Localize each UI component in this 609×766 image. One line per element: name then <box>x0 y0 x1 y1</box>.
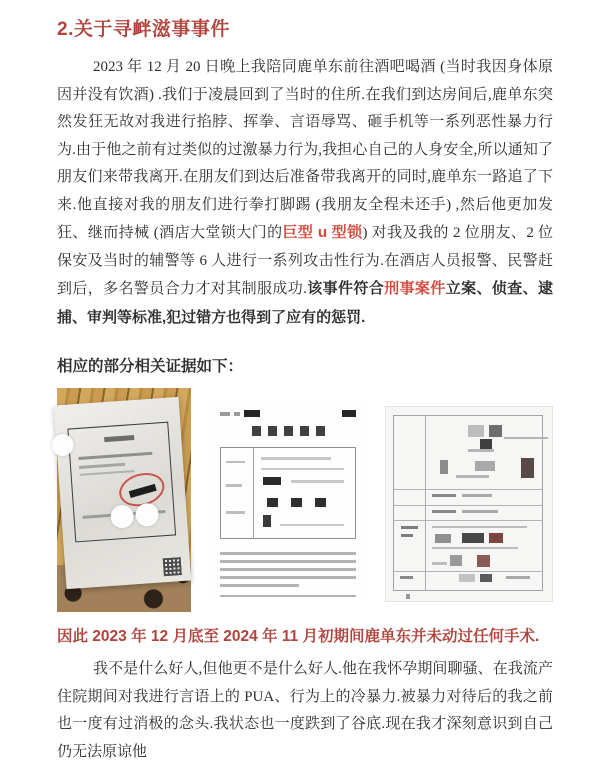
table-text-blur <box>261 457 331 460</box>
scan-header-text-blur <box>220 412 230 416</box>
receipt-paper <box>53 397 190 589</box>
evidence-image-receipt-photo[interactable] <box>57 388 191 612</box>
table-text-blur <box>261 468 344 471</box>
table-row-divider <box>394 571 542 572</box>
redaction-circle <box>134 503 159 528</box>
page-number-blur <box>406 594 410 599</box>
conclusion-red-statement: 因此 2023 年 12 月底至 2024 年 11 月初期间鹿单东并未动过任何手术. <box>57 628 540 645</box>
evidence-image-case-table-scan[interactable] <box>385 406 553 602</box>
redaction-block <box>489 533 503 543</box>
case-table <box>393 415 543 591</box>
table-column-divider <box>253 448 254 538</box>
redaction-block <box>342 410 356 417</box>
redaction-block <box>440 460 448 474</box>
redaction-block <box>475 461 495 471</box>
redaction-block <box>244 410 260 417</box>
evidence-heading: 相应的部分相关证据如下： <box>57 358 244 375</box>
table-text-blur <box>504 437 548 440</box>
receipt-text-line <box>79 463 125 469</box>
qr-code <box>162 558 181 577</box>
table-row-divider <box>394 505 542 506</box>
redaction-block <box>263 515 271 527</box>
table-column-divider <box>425 416 426 590</box>
redaction-block <box>521 458 534 478</box>
table-label-blur <box>226 511 245 514</box>
redaction-block <box>263 477 281 485</box>
table-label-blur <box>432 494 456 497</box>
incident-text-bold-tail: 立案、侦查、逮捕、审判等标准,犯过错方也得到了应有的惩罚. <box>57 280 553 326</box>
redaction-block <box>480 439 492 450</box>
table-text-blur <box>432 547 518 550</box>
scan-document-title-blur <box>220 426 356 436</box>
table-text-blur <box>468 449 494 452</box>
redaction-block <box>480 574 492 582</box>
table-text-blur <box>462 510 498 513</box>
table-label-blur <box>400 576 413 579</box>
redaction-block <box>291 498 302 507</box>
redaction-block <box>315 498 326 507</box>
table-label-blur <box>401 534 413 537</box>
evidence-image-court-judgment-scan[interactable] <box>208 400 368 598</box>
scan-header-row <box>220 410 356 417</box>
table-text-blur <box>456 475 489 478</box>
redaction-block <box>468 425 484 437</box>
table-text-blur <box>462 494 492 497</box>
redaction-block <box>435 534 451 543</box>
incident-text-ulock-highlight: 巨型 u 型锁 <box>282 224 363 241</box>
incident-text-intro: 2023 年 12 月 20 日晚上我陪同鹿单东前往酒吧喝酒 (当时我因身体原因并没有饮酒) .我们于凌晨回到了当时的住所.在我们到达房间后,鹿单东突然发狂无故对我进行掐脖、挥拳、言语辱骂、砸手机等一系列恶性暴力行为.由于他之前有过类似的过激暴力行为,我担心自己的人身安全,所以通知了朋友们来带我离开.在朋友们到达后准备带我离开的同时,鹿单东一路追了下来.他直接对我的朋友们进行拳打脚踢 (我朋友全程未还手) ,然后他更加发狂、继而持械 (酒店大堂锁大门的 <box>57 59 553 241</box>
incident-text-after-lock: ) 对我及我的 2 位朋友、2 位保安及当时的辅警等 6 人进行一系列攻击性行为.在酒店人员报警、民警赶到后，多名警员合力才对其制服成功. <box>57 225 554 297</box>
scan-header-text-blur <box>234 412 240 416</box>
redaction-block <box>477 555 490 567</box>
table-label-blur <box>226 461 245 464</box>
table-label-blur <box>226 484 242 487</box>
redaction-block <box>450 555 462 566</box>
receipt-border-box <box>68 422 177 543</box>
table-text-blur <box>506 576 530 579</box>
table-row-divider <box>394 520 542 521</box>
redaction-block <box>459 574 475 582</box>
table-text-blur <box>432 526 527 529</box>
receipt-text-line <box>80 470 134 476</box>
scan-paragraph-blur <box>220 552 356 597</box>
redaction-block <box>462 533 484 543</box>
table-text-blur <box>291 480 345 483</box>
table-text-blur <box>432 562 447 565</box>
closing-paragraph: 我不是什么好人,但他更不是什么好人.他在我怀孕期间聊骚、在我流产住院期间对我进行言语上的 PUA、行为上的冷暴力.被暴力对待后的我之前也一度有过消极的念头.我状态也一度跌到了谷底.现在我才深刻意识到自己仍无法原谅他 <box>57 661 553 760</box>
table-row-divider <box>394 489 542 490</box>
section-heading: 2.关于寻衅滋事事件 <box>57 19 230 40</box>
redaction-circle <box>110 504 135 529</box>
incident-paragraph <box>57 54 553 332</box>
redaction-block <box>489 425 502 437</box>
table-label-blur <box>401 526 417 529</box>
redaction-block <box>267 498 278 507</box>
scan-table <box>220 447 356 539</box>
evidence-images-row <box>57 388 553 614</box>
incident-text-criminal-case-highlight: 刑事案件 <box>384 280 446 297</box>
receipt-title-text-blur <box>104 435 134 442</box>
table-text-blur <box>280 524 344 527</box>
table-label-blur <box>432 510 456 513</box>
incident-text-bold-lead: 该事件符合 <box>306 280 385 297</box>
receipt-text-line <box>78 452 151 460</box>
stamp-redaction-bar <box>128 484 156 498</box>
